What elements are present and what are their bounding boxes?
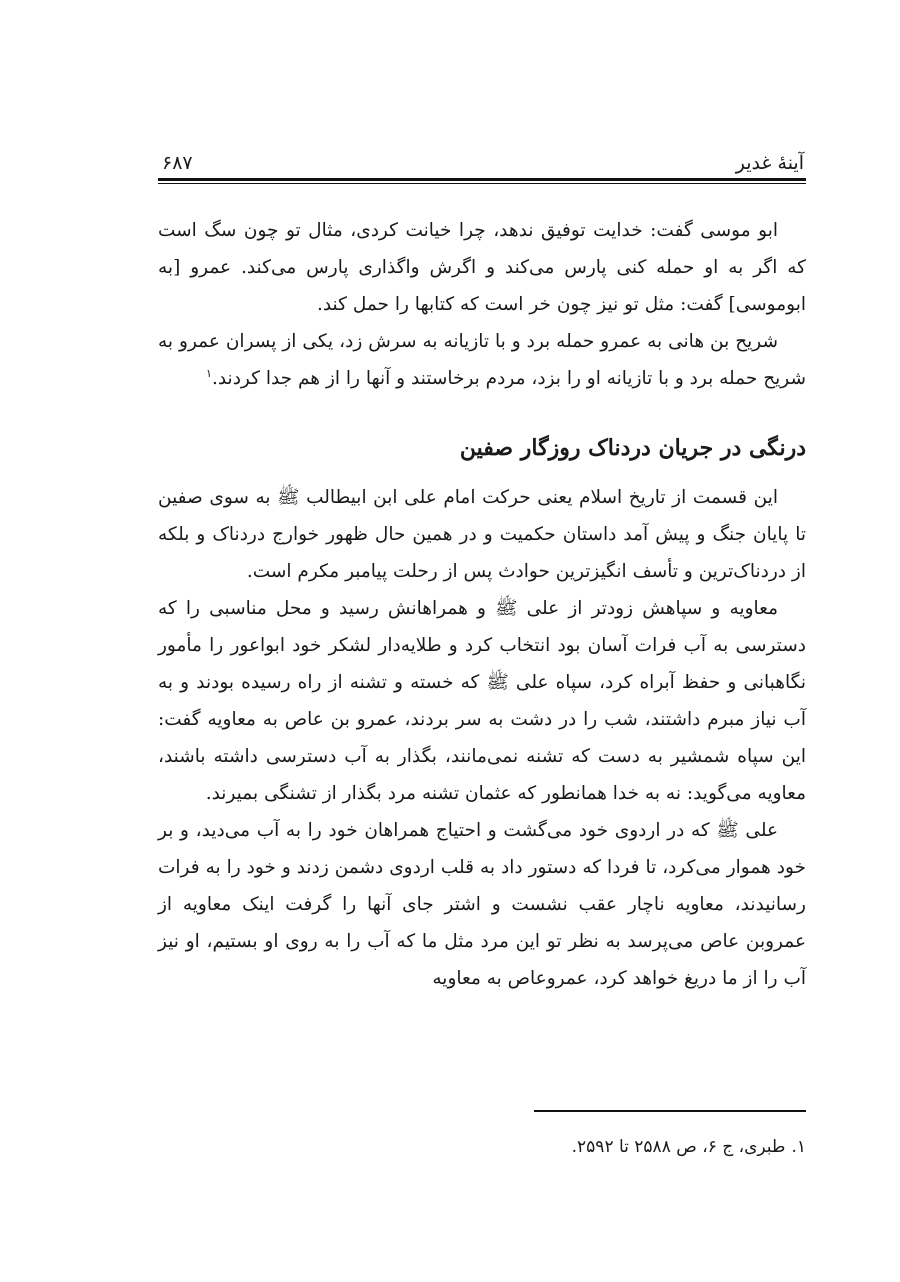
paragraph-text: ابو موسی گفت: خدایت توفیق ندهد، چرا خیانت کردی، مثال تو چون سگ است که اگر به او حمله کنی پارس می‌کند و اگرش واگذاری پارس می‌کند. عمرو [به ابوموسی] گفت: مثل تو نیز چون خر است که کتابها را حمل کند. [158,220,806,315]
page-content [158,140,806,997]
paragraph-ali-camp [158,812,806,997]
paragraph-text: این قسمت از تاریخ اسلام یعنی حرکت امام علی ابن ابیطالب ﷺ به سوی صفین تا پایان جنگ و پیش آمد داستان حکمیت و در همین حال ظهور خوارج دردناک و بلکه از دردناک‌ترین و تأسف انگیزترین حوادث پس از رحلت پیامبر مکرم است. [158,487,806,582]
paragraph-text: شریح بن هانی به عمرو حمله برد و با تازیانه به سرش زد، یکی از پسران عمرو به شریح حمله برد و با تازیانه او را بزد، مردم برخاستند و آنها را از هم جدا کردند. [158,331,806,389]
footnote-rule [534,1110,806,1112]
running-title: آینهٔ غدیر [735,152,804,174]
paragraph-intro-siffin [158,479,806,590]
header-rule-thin [158,183,806,184]
page-number: ۶۸۷ [162,152,193,174]
footnote-reference: ۱ [206,366,212,380]
running-header [158,140,806,174]
footnote [158,1132,806,1162]
paragraph-text: معاویه و سپاهش زودتر از علی ﷺ و همراهانش رسید و محل مناسبی را که دسترسی به آب فرات آسان بود انتخاب کرد و طلایه‌دار لشکر خود ابواعور را مأمور نگاهبانی و حفظ آبراه کرد، سپاه علی ﷺ که خسته و تشنه از راه رسیده بودند و به آب نیاز مبرم داشتند، شب را در دشت به سر بردند، عمرو بن عاص به معاویه گفت: این سپاه شمشیر به دست که تشنه نمی‌مانند، بگذار به آب دسترسی داشته باشند، معاویه می‌گوید: نه به خدا همانطور که عثمان تشنه مرد بگذار از تشنگی بمیرند. [158,598,806,804]
body-text [158,212,806,997]
footnote-text: طبری، ج ۶، ص ۲۵۸۸ تا ۲۵۹۲. [571,1137,786,1157]
paragraph-muawiya-water [158,590,806,812]
footnote-number: ۱. [791,1137,806,1157]
section-heading: درنگی در جریان دردناک روزگار صفین [459,435,806,461]
paragraph-abu-musa [158,212,806,323]
header-rule-thick [158,178,806,181]
paragraph-text: علی ﷺ که در اردوی خود می‌گشت و احتیاج همراهان خود را به آب می‌دید، و بر خود هموار می‌کرد، تا فردا که دستور داد به قلب اردوی دشمن زدند و خود را به فرات رسانیدند، معاویه ناچار عقب نشست و اشتر جای آنها را گرفت اینک معاویه از عمروبن عاص می‌پرسد به نظر تو این مرد مثل ما که آب را به روی او بستیم، او نیز آب را از ما دریغ خواهد کرد، عمروعاص به معاویه [158,820,806,989]
paragraph-shurayh [158,323,806,397]
